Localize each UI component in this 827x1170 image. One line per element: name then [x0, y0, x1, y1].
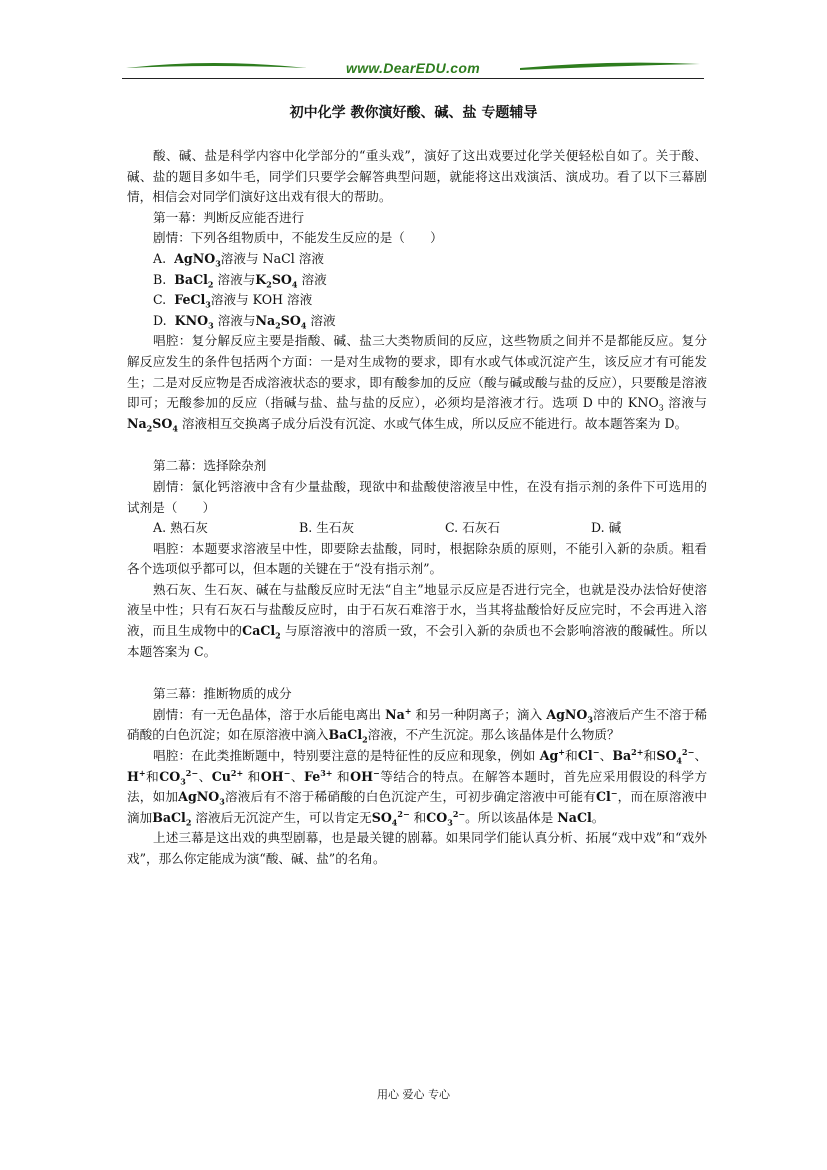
doc-body [127, 146, 707, 870]
act2-explanation-2: 熟石灰、生石灰、碱在与盐酸反应时无法“自主”地显示反应是否进行完全，也就是没办法恰好使溶液呈中性；只有石灰石与盐酸反应时，由于石灰石难溶于水，当其将盐酸恰好反应完时，不会再进入溶液，而且生成物中的CaCl$_2$ 与原溶液中的溶质一致，不会引入新的杂质也不会影响溶液的酸碱性。所以本题答案为 C。 [127, 581, 708, 659]
act1-option-a: A. AgNO$_3$溶液与 NaCl 溶液 [153, 250, 324, 269]
act1-heading: 第一幕：判断反应能否进行 [153, 209, 305, 225]
act2-heading: 第二幕：选择除杂剂 [153, 458, 267, 474]
act2-explanation-1: 唱腔：本题要求溶液呈中性，即要除去盐酸，同时，根据除杂质的原则，不能引入新的杂质。粗看各个选项似乎都可以，但本题的关键在于“没有指示剂”。 [127, 540, 707, 577]
act3-explanation: 唱腔：在此类推断题中，特别要注意的是特征性的反应和现象，例如 Ag+和Cl−、$Ba^{2+}$和$SO_4^{2-}$、H+和$CO_3^{2-}$、$Cu^{2+}$ 和OH−、$Fe^{3+}$ 和OH−等结合的特点。在解答本题时，首先应采用假设的科学方法，如加AgNO$_3$溶液后有不溶于稀硝酸的白色沉淀产生，可初步确定溶液中可能有Cl−，而在原溶液中滴加BaCl$_2$ 溶液后无沉淀产生，可以肯定无$SO_4^{2-}$ 和$CO_3^{2-}$。所以该晶体是 NaCl。 [127, 746, 708, 828]
closing-paragraph: 上述三幕是这出戏的典型剧幕，也是最关键的剧幕。如果同学们能认真分析、拓展“戏中戏”和“戏外戏”，那么你定能成为演“酸、碱、盐”的名角。 [127, 830, 707, 866]
act1-option-c: C. FeCl$_3$溶液与 KOH 溶液 [153, 292, 313, 310]
act2-option-a: A. 熟石灰 [153, 520, 208, 536]
intro-paragraph: 酸、碱、盐是科学内容中化学部分的“重头戏”，演好了这出戏要过化学关便轻松自如了。关于酸、碱、盐的题目多如牛毛，同学们只要学会解答典型问题，就能将这出戏演活、演成功。看了以下三幕剧情，相信会对同学们演好这出戏有很大的帮助。 [127, 148, 707, 205]
act2-options [127, 518, 707, 539]
act2-option-c: C. 石灰石 [445, 520, 500, 536]
act1-option-d: D. $KNO_3$ 溶液与$Na_2SO_4$ 溶液 [153, 312, 336, 331]
doc-title: 初中化学 教你演好酸、碱、盐 专题辅导 [289, 105, 538, 121]
act1-option-b: B. BaCl$_2$ 溶液与$K_2SO_4$ 溶液 [153, 271, 327, 290]
site-name: www.DearEDU.com [346, 60, 480, 76]
act2-option-b: B. 生石灰 [299, 520, 355, 536]
act1-plot: 剧情：下列各组物质中，不能发生反应的是（ ） [153, 230, 443, 246]
page-footer: 用心 爱心 专心 [377, 1088, 450, 1101]
act2-plot: 剧情：氯化钙溶液中含有少量盐酸，现欲中和盐酸使溶液呈中性，在没有指示剂的条件下可选用的试剂是（ ） [127, 478, 707, 515]
act3-heading: 第三幕：推断物质的成分 [153, 686, 292, 702]
act2-option-d: D. 碱 [591, 520, 622, 536]
act3-plot: 剧情：有一无色晶体，溶于水后能电离出 Na+ 和另一种阴离子；滴入 AgNO$_3$溶液后产生不溶于稀硝酸的白色沉淀；如在原溶液中滴入BaCl$_2$溶液，不产生沉淀。那么该晶体是什么物质？ [127, 705, 707, 745]
header-rule [122, 78, 704, 79]
act1-explanation: 唱腔：复分解反应主要是指酸、碱、盐三大类物质间的反应，这些物质之间并不是都能反应。复分解反应发生的条件包括两个方面：一是对生成物的要求，即有水或气体或沉淀产生，该反应才有可能发生；二是对反应物是否成溶液状态的要求，即有酸参加的反应（酸与碱或酸与盐的反应），只要酸是溶液即可；无酸参加的反应（指碱与盐、盐与盐的反应），必须均是溶液才行。选项 D 中的 $KNO_3$ 溶液与$Na_2SO_4$ 溶液相互交换离子成分后没有沉淀、水或气体生成，所以反应不能进行。故本题答案为 D。 [127, 333, 707, 434]
